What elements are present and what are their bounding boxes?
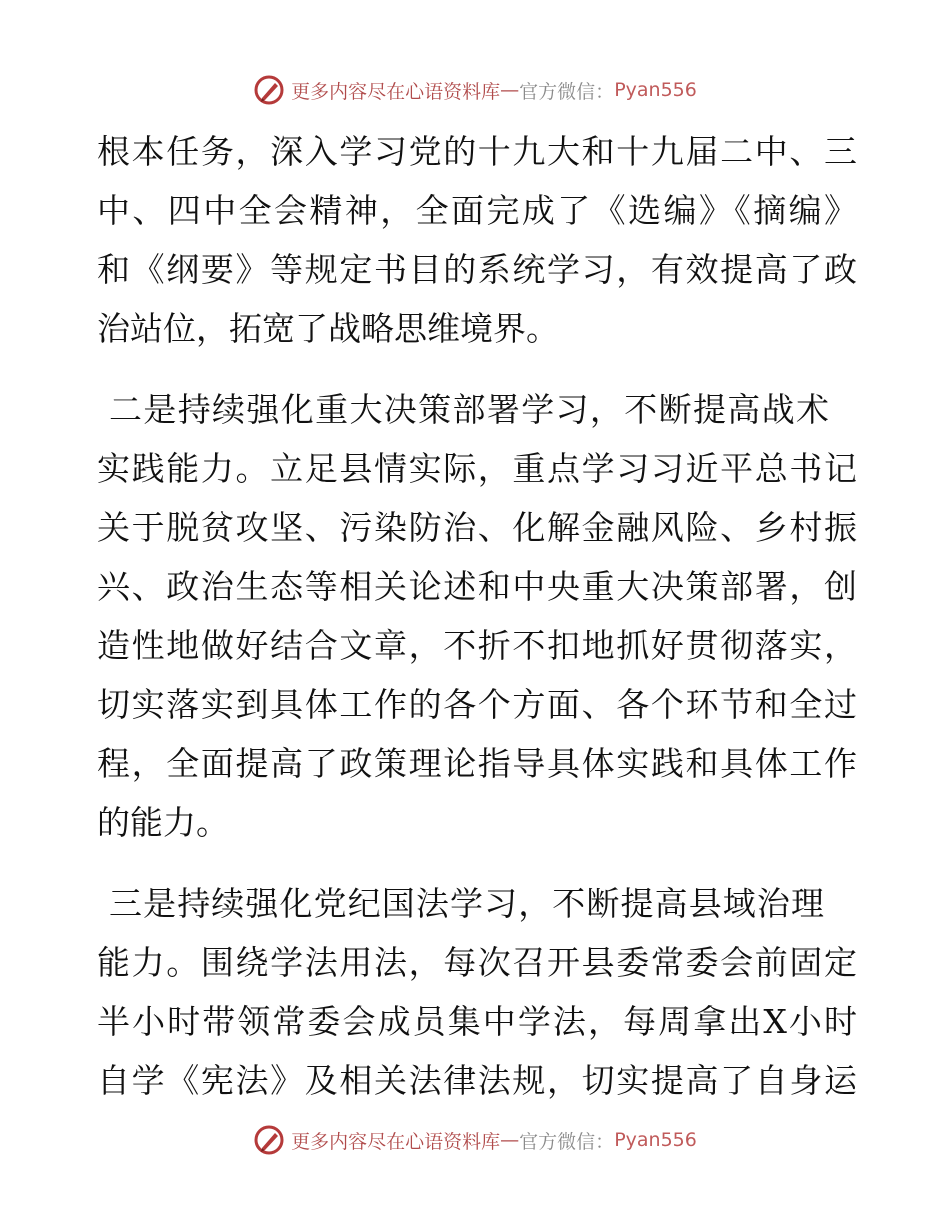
text-line: 的能力。: [97, 803, 229, 842]
text-line: 关于脱贫攻坚、污染防治、化解金融风险、乡村振: [97, 508, 857, 547]
paragraph-3: [97, 874, 857, 1110]
text-line: 程，全面提高了政策理论指导具体实践和具体工作: [97, 744, 857, 783]
text-line: 根本任务，深入学习党的十九大和十九届二中、三: [97, 132, 857, 171]
text-line: 切实落实到具体工作的各个方面、各个环节和全过: [97, 685, 857, 724]
text-line: 自学《宪法》及相关法律法规，切实提高了自身运: [97, 1061, 857, 1100]
text-line: 中、四中全会精神，全面完成了《选编》《摘编》: [97, 191, 857, 230]
document-body: [97, 122, 857, 1110]
text-line: 实践能力。立足县情实际，重点学习习近平总书记: [97, 449, 857, 488]
banner-official-text: 官方微信：: [519, 1130, 615, 1153]
banner-main-text: 更多内容尽在心语资料库: [291, 1130, 501, 1153]
text-line: 二是持续强化重大决策部署学习，不断提高战术: [109, 390, 829, 429]
text-line: 能力。围绕学法用法，每次召开县委常委会前固定: [97, 943, 857, 982]
banner-dash: —: [500, 79, 520, 101]
text-line: 造性地做好结合文章，不折不扣地抓好贯彻落实，: [97, 626, 857, 665]
text-line: 三是持续强化党纪国法学习，不断提高县域治理: [109, 884, 824, 923]
header-watermark-banner: [0, 70, 950, 110]
paragraph-2: [97, 380, 857, 852]
banner-main-text: 更多内容尽在心语资料库: [291, 80, 501, 103]
text-line: 和《纲要》等规定书目的系统学习，有效提高了政: [97, 250, 857, 289]
pen-logo-icon: [253, 74, 285, 106]
paragraph-1: [97, 122, 857, 358]
banner-wechat-id: Pyan556: [614, 79, 697, 101]
pen-logo-icon: [253, 1124, 285, 1156]
text-line: 治站位，拓宽了战略思维境界。: [97, 309, 559, 348]
banner-official-text: 官方微信：: [519, 80, 615, 103]
banner-dash: —: [500, 1129, 520, 1151]
text-line: 兴、政治生态等相关论述和中央重大决策部署，创: [97, 567, 857, 606]
footer-watermark-banner: [0, 1120, 950, 1160]
banner-wechat-id: Pyan556: [614, 1129, 697, 1151]
text-line: 半小时带领常委会成员集中学法，每周拿出X小时: [97, 1002, 857, 1041]
